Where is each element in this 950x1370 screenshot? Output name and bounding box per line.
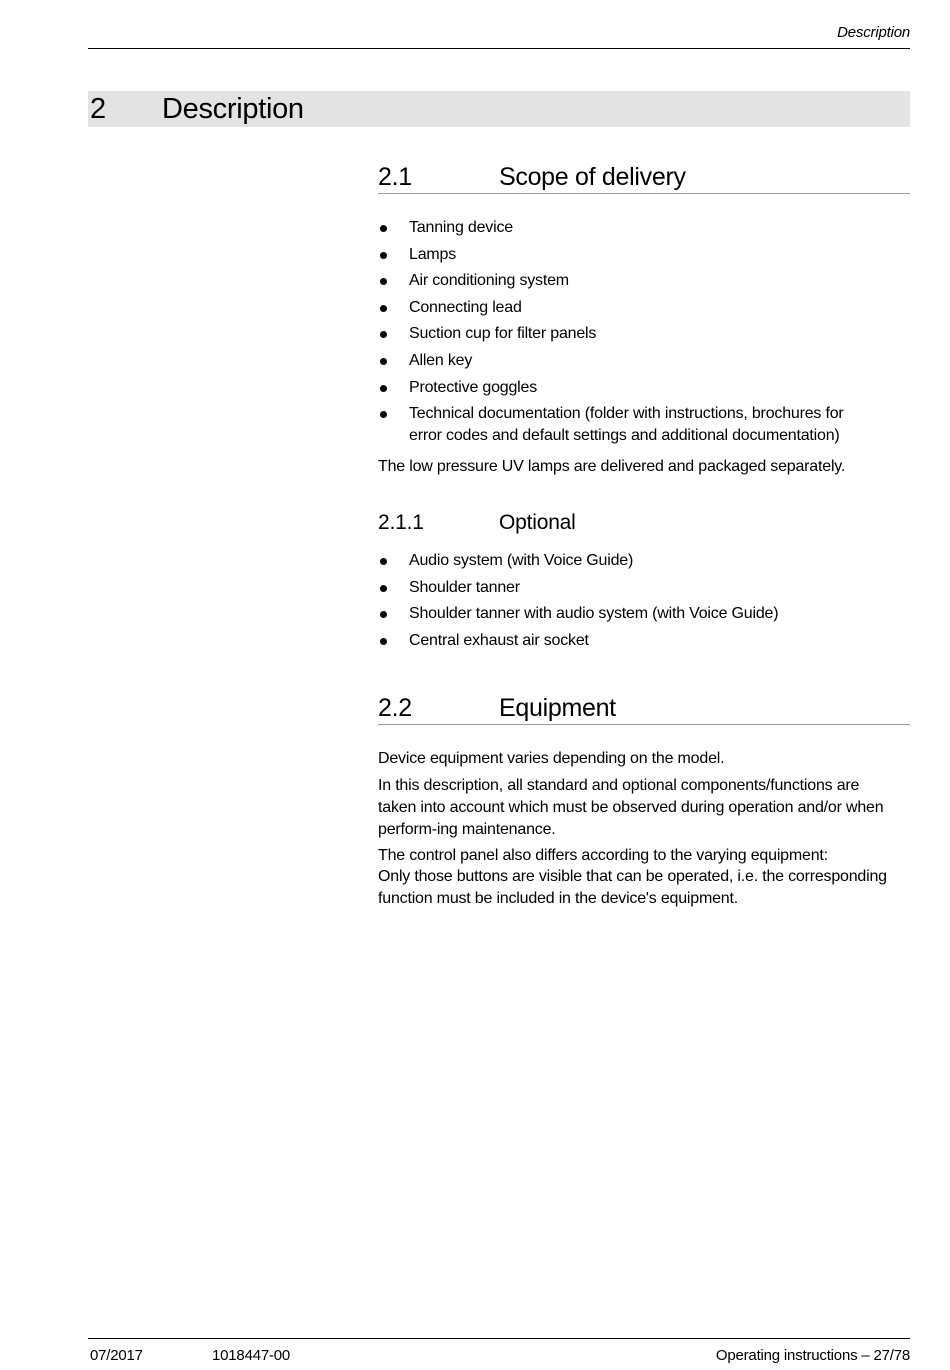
- equipment-paragraph-1: Device equipment varies depending on the model.: [378, 750, 725, 767]
- list-item: Lamps: [378, 244, 910, 266]
- list-item: Shoulder tanner: [378, 577, 910, 599]
- bullet-icon: [380, 252, 387, 259]
- bullet-icon: [380, 305, 387, 312]
- scope-list: [378, 217, 910, 452]
- list-item: Protective goggles: [378, 377, 910, 399]
- footer-page-label: Operating instructions – 27/78: [715, 1347, 910, 1364]
- list-item: Tanning device: [378, 217, 910, 239]
- chapter-heading: [88, 91, 910, 127]
- optional-list: [378, 550, 910, 656]
- bullet-icon: [380, 585, 387, 592]
- section-number: 2.1: [378, 163, 412, 191]
- bullet-icon: [380, 638, 387, 645]
- chapter-number: 2: [90, 93, 106, 125]
- section-title: Equipment: [499, 694, 616, 722]
- list-item: Air conditioning system: [378, 270, 910, 292]
- equipment-paragraph-2: In this description, all standard and optional components/functions are taken into account which must be observed during operation and/or when perform-ing maintenance.: [378, 777, 884, 838]
- equipment-paragraph-3-line-1: The control panel also differs according to the varying equipment:: [378, 847, 828, 864]
- bullet-icon: [380, 611, 387, 618]
- list-item: Technical documentation (folder with instructions, brochures for error codes and default settings and additional documentation): [378, 403, 879, 447]
- bullet-icon: [380, 358, 387, 365]
- list-item: Connecting lead: [378, 297, 910, 319]
- subsection-heading-optional: [378, 509, 910, 537]
- delivery-note: The low pressure UV lamps are delivered and packaged separately.: [378, 458, 846, 475]
- list-item: Central exhaust air socket: [378, 630, 910, 652]
- section-heading-equipment: [378, 692, 910, 725]
- equipment-paragraph-3-line-2: Only those buttons are visible that can be operated, i.e. the corresponding function must be included in the device's equipment.: [378, 868, 887, 907]
- bullet-icon: [380, 558, 387, 565]
- subsection-title: Optional: [499, 511, 576, 534]
- list-item: Suction cup for filter panels: [378, 323, 910, 345]
- bullet-icon: [380, 331, 387, 338]
- footer-rule: [88, 1338, 910, 1339]
- chapter-title: Description: [162, 93, 304, 125]
- bullet-icon: [380, 411, 387, 418]
- section-number: 2.2: [378, 694, 412, 722]
- running-header: Description: [837, 24, 910, 41]
- list-item: Audio system (with Voice Guide): [378, 550, 910, 572]
- subsection-number: 2.1.1: [378, 511, 424, 534]
- footer-date: 07/2017: [90, 1347, 143, 1364]
- header-rule: [88, 48, 910, 49]
- section-heading-scope: [378, 161, 910, 194]
- bullet-icon: [380, 385, 387, 392]
- bullet-icon: [380, 278, 387, 285]
- list-item: Shoulder tanner with audio system (with Voice Guide): [378, 603, 910, 625]
- footer-doc-number: 1018447-00: [212, 1347, 291, 1364]
- bullet-icon: [380, 225, 387, 232]
- list-item: Allen key: [378, 350, 910, 372]
- section-title: Scope of delivery: [499, 163, 686, 191]
